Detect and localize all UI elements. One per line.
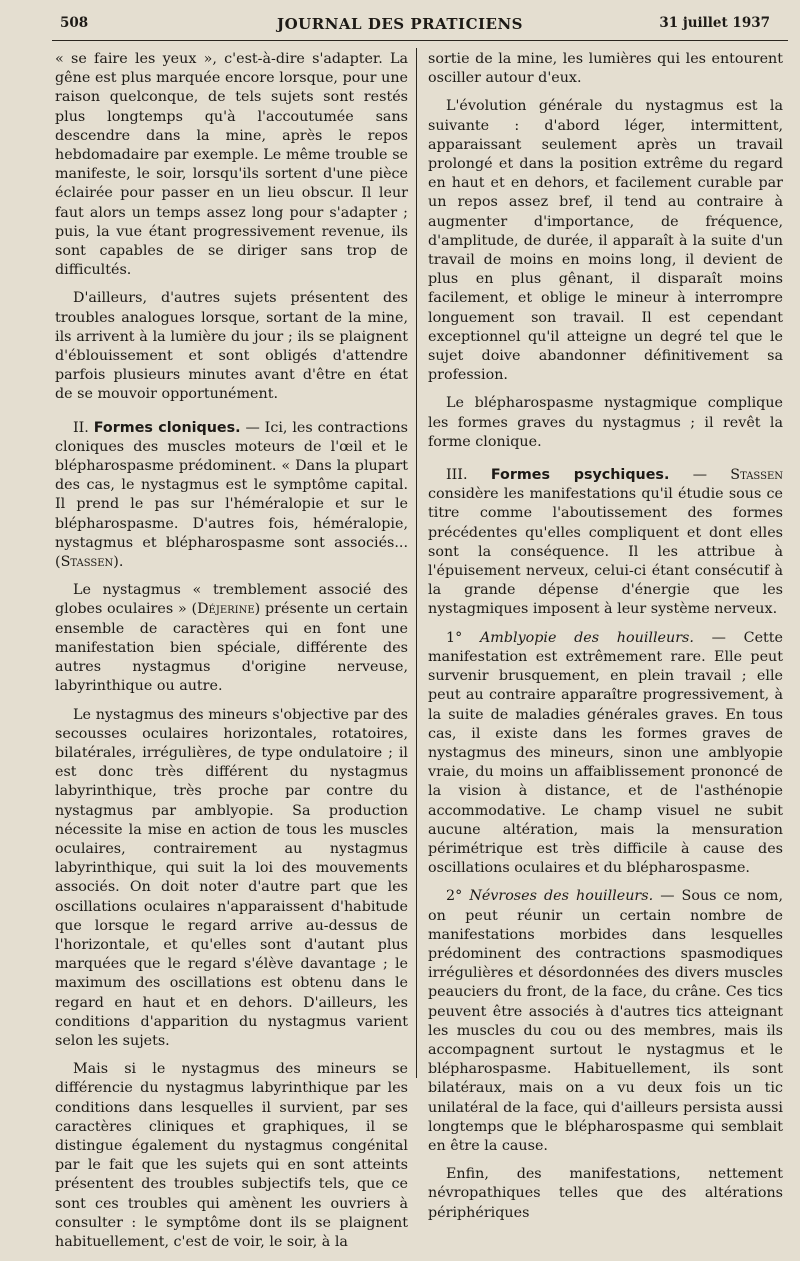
paragraph: L'évolution générale du nystagmus est la suivante : d'abord léger, intermittent, apparaissant seulement après un travail prolongé et dans la position extrême du regard en haut et en dehors, et facilement curable par un repos assez bref, il tend au contraire à augmenter d'importance, de fréquence, d'amplitude, de durée, il apparaît à la suite d'un travail de moins en moins long, il devient de plus en plus gênant, il disparaît moins facilement, et oblige le mineur à interrompre longuement son travail. Il est cependant exceptionnel qu'il atteigne un degré tel que le sujet doive abandonner définitivement sa profession. — [428, 98, 783, 384]
issue-date: 31 juillet 1937 — [659, 15, 770, 31]
paragraph: sortie de la mine, les lumières qui les entourent osciller autour d'eux. — [428, 51, 783, 87]
page-header — [0, 0, 800, 44]
paragraph: Le blépharospasme nystagmique complique les formes graves du nystagmus ; il revêt la forme clonique. — [428, 395, 783, 450]
author-name: Stassen — [60, 554, 114, 571]
subsection-number: 1° — [446, 629, 463, 646]
paragraph — [55, 581, 408, 696]
section-title: Formes psychiques. — [490, 467, 670, 484]
text-fragment: — — [669, 467, 731, 484]
section-text: considère les manifestations qu'il étudie sous ce titre comme l'aboutissement des formes précédentes qu'elles compliquent et dont elles sont la conséquence. Il les attribue à l'épuisement nerveux, celui-ci étant consécutif à la grande dépense d'énergie que les nystagmiques imposent à leur système nerveux. — [428, 486, 783, 618]
journal-title: JOURNAL DES PRATICIENS — [277, 15, 523, 33]
author-name: Déjerine — [197, 601, 255, 618]
column-divider — [416, 48, 417, 1078]
section-title: Formes cloniques. — [93, 419, 241, 436]
header-rule — [52, 40, 788, 41]
subsection-amblyopie — [428, 629, 783, 879]
left-column — [55, 50, 408, 1261]
text-fragment: ) présente un certain ensemble de caractères qui en font une manifestation bien spéciale, différente des autres nystagmus d'origine nerveuse, labyrinthique ou autre. — [55, 601, 408, 695]
author-name: Stassen — [730, 467, 784, 484]
section-forms-cloniques — [55, 419, 408, 573]
section-number: II. — [73, 419, 89, 436]
text-fragment: ). — [113, 554, 124, 571]
right-column — [428, 50, 783, 1232]
paragraph: Enfin, des manifestations, nettement névropathiques telles que des altérations périphériques — [428, 1166, 783, 1221]
subsection-title: Névroses des houilleurs. — [469, 888, 654, 905]
section-number: III. — [446, 467, 468, 484]
subsection-title: Amblyopie des houilleurs. — [479, 629, 694, 646]
subsection-nevroses — [428, 887, 783, 1156]
paragraph: Mais si le nystagmus des mineurs se différencie du nystagmus labyrinthique par les conditions dans lesquelles il survient, par ses caractères cliniques et graphiques, il se distingue également du nystagmus congénital par le fait que les sujets qui en sont atteints présentent des troubles subjectifs tels, que ce sont ces troubles qui amènent les ouvriers à consulter : le symptôme dont ils se plaignent habituellement, c'est de voir, le soir, à la — [55, 1061, 408, 1250]
paragraph: D'ailleurs, d'autres sujets présentent des troubles analogues lorsque, sortant de la mine, ils arrivent à la lumière du jour ; ils se plaignent d'éblouissement et sont obligés d'attendre parfois plusieurs minutes avant d'être en état de se mouvoir opportunément. — [55, 290, 408, 403]
subsection-text: — Sous ce nom, on peut réunir un certain nombre de manifestations morbides dans lesquelles prédominent des contractions spasmodiques irrégulières et désordonnées des divers muscles peauciers du front, de la face, du crâne. Ces tics peuvent être associés à d'autres tics atteignant les muscles du cou ou des membres, mais ils accompagnent surtout le nystagmus et le blépharospasme. Habituellement, ils sont bilatéraux, mais on a vu deux fois un tic unilatéral de la face, qui d'ailleurs persista aussi longtemps que le blépharospasme qui semblait en être la cause. — [428, 888, 784, 1154]
subsection-number: 2° — [446, 888, 463, 905]
section-text: — Ici, les contractions cloniques des muscles moteurs de l'œil et le blépharospasme prédominent. « Dans la plupart des cas, le nystagmus est le symptôme capital. Il prend le pas sur l'héméralopie et sur le blépharospasme. D'autres fois, héméralopie, nystagmus et blépharospasme sont associés... ( — [55, 419, 409, 571]
text-fragment: Le nystagmus « tremblement associé des globes oculaires » ( — [55, 582, 408, 618]
paragraph: Le nystagmus des mineurs s'objective par des secousses oculaires horizontales, rotatoires, bilatérales, irrégulières, de type ondulatoire ; il est donc très différent du nystagmus labyrinthique, très proche par contre du nystagmus par amblyopie. Sa production nécessite la mise en action de tous les muscles oculaires, contrairement au nystagmus labyrinthique, qui suit la loi des mouvements associés. On doit noter d'autre part que les oscillations oculaires n'apparaissent d'habitude que lorsque le regard arrive au-dessus de l'horizontale, et qu'elles sont d'autant plus marquées que le regard s'élève davantage ; le maximum des oscillations est obtenu dans le regard en haut et en dehors. D'ailleurs, les conditions d'apparition du nystagmus varient selon les sujets. — [55, 706, 408, 1049]
paragraph: « se faire les yeux », c'est-à-dire s'adapter. La gêne est plus marquée encore lorsque, pour une raison quelconque, de tels sujets sont restés plus longtemps qu'à l'accoutumée sans descendre dans la mine, après le repos hebdomadaire par exemple. Le même trouble se manifeste, le soir, lorsqu'ils sortent d'une pièce éclairée pour passer en un lieu obscur. Il leur faut alors un temps assez long pour s'adapter ; puis, la vue étant progressivement revenue, ils sont capables de se diriger sans trop de difficultés. — [55, 51, 408, 279]
page-number: 508 — [60, 15, 89, 31]
section-forms-psychiques — [428, 466, 783, 620]
subsection-text: — Cette manifestation est extrêmement rare. Elle peut survenir brusquement, en plein travail ; elle peut au contraire apparaître progressivement, à la suite de maladies générales graves. En tous cas, il existe dans les formes graves de nystagmus des mineurs, sinon une amblyopie vraie, du moins un affaiblissement prononcé de la vision à distance, et de l'asthénopie accommodative. Le champ visuel ne subit aucune altération, mais la mensuration périmétrique est très difficile à cause des oscillations oculaires et du blépharospasme. — [428, 629, 783, 877]
